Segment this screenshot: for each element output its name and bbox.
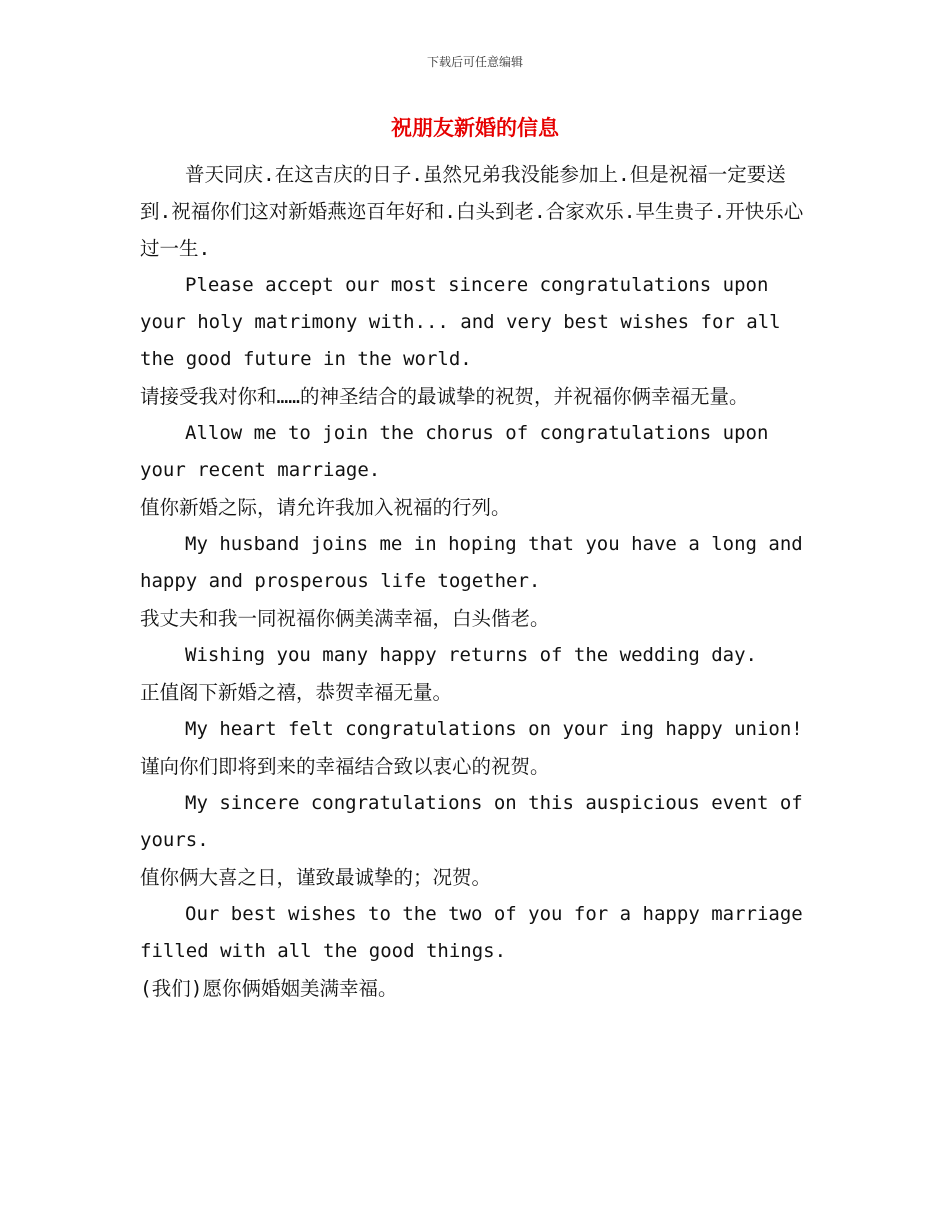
paragraph: My husband joins me in hoping that you have a long and happy and prosperous life together. [140,533,803,592]
paragraph: Our best wishes to the two of you for a happy marriage filled with all the good things. [140,903,803,962]
paragraph: 谨向你们即将到来的幸福结合致以衷心的祝贺。 [140,755,550,778]
page-title: 祝朋友新婚的信息 [391,116,559,140]
paragraph: 值你新婚之际，请允许我加入祝福的行列。 [140,496,511,519]
paragraph: 正值阁下新婚之禧，恭贺幸福无量。 [140,681,453,704]
paragraph: 值你俩大喜之日，谨致最诚挚的；况贺。 [140,866,492,889]
document-body [140,156,806,1007]
paragraph: (我们)愿你俩婚姻美满幸福。 [140,977,398,1000]
paragraph: My sincere congratulations on this auspicious event of yours. [140,792,803,851]
paragraph: Please accept our most sincere congratulations upon your holy matrimony with... and very best wishes for all the good future in the world. [140,274,781,370]
paragraph: 请接受我对你和……的神圣结合的最诚挚的祝贺，并祝福你俩幸福无量。 [140,385,749,408]
paragraph: Allow me to join the chorus of congratulations upon your recent marriage. [140,422,769,481]
paragraph: My heart felt congratulations on your ing happy union! [185,718,803,740]
paragraph: 我丈夫和我一同祝福你俩美满幸福，白头偕老。 [140,607,550,630]
header-note: 下载后可任意编辑 [426,55,523,69]
paragraph: Wishing you many happy returns of the wedding day. [185,644,757,666]
paragraph: 普天同庆.在这吉庆的日子.虽然兄弟我没能参加上.但是祝福一定要送到.祝福你们这对新婚燕迩百年好和.白头到老.合家欢乐.早生贵子.开快乐心过一生. [140,163,804,260]
